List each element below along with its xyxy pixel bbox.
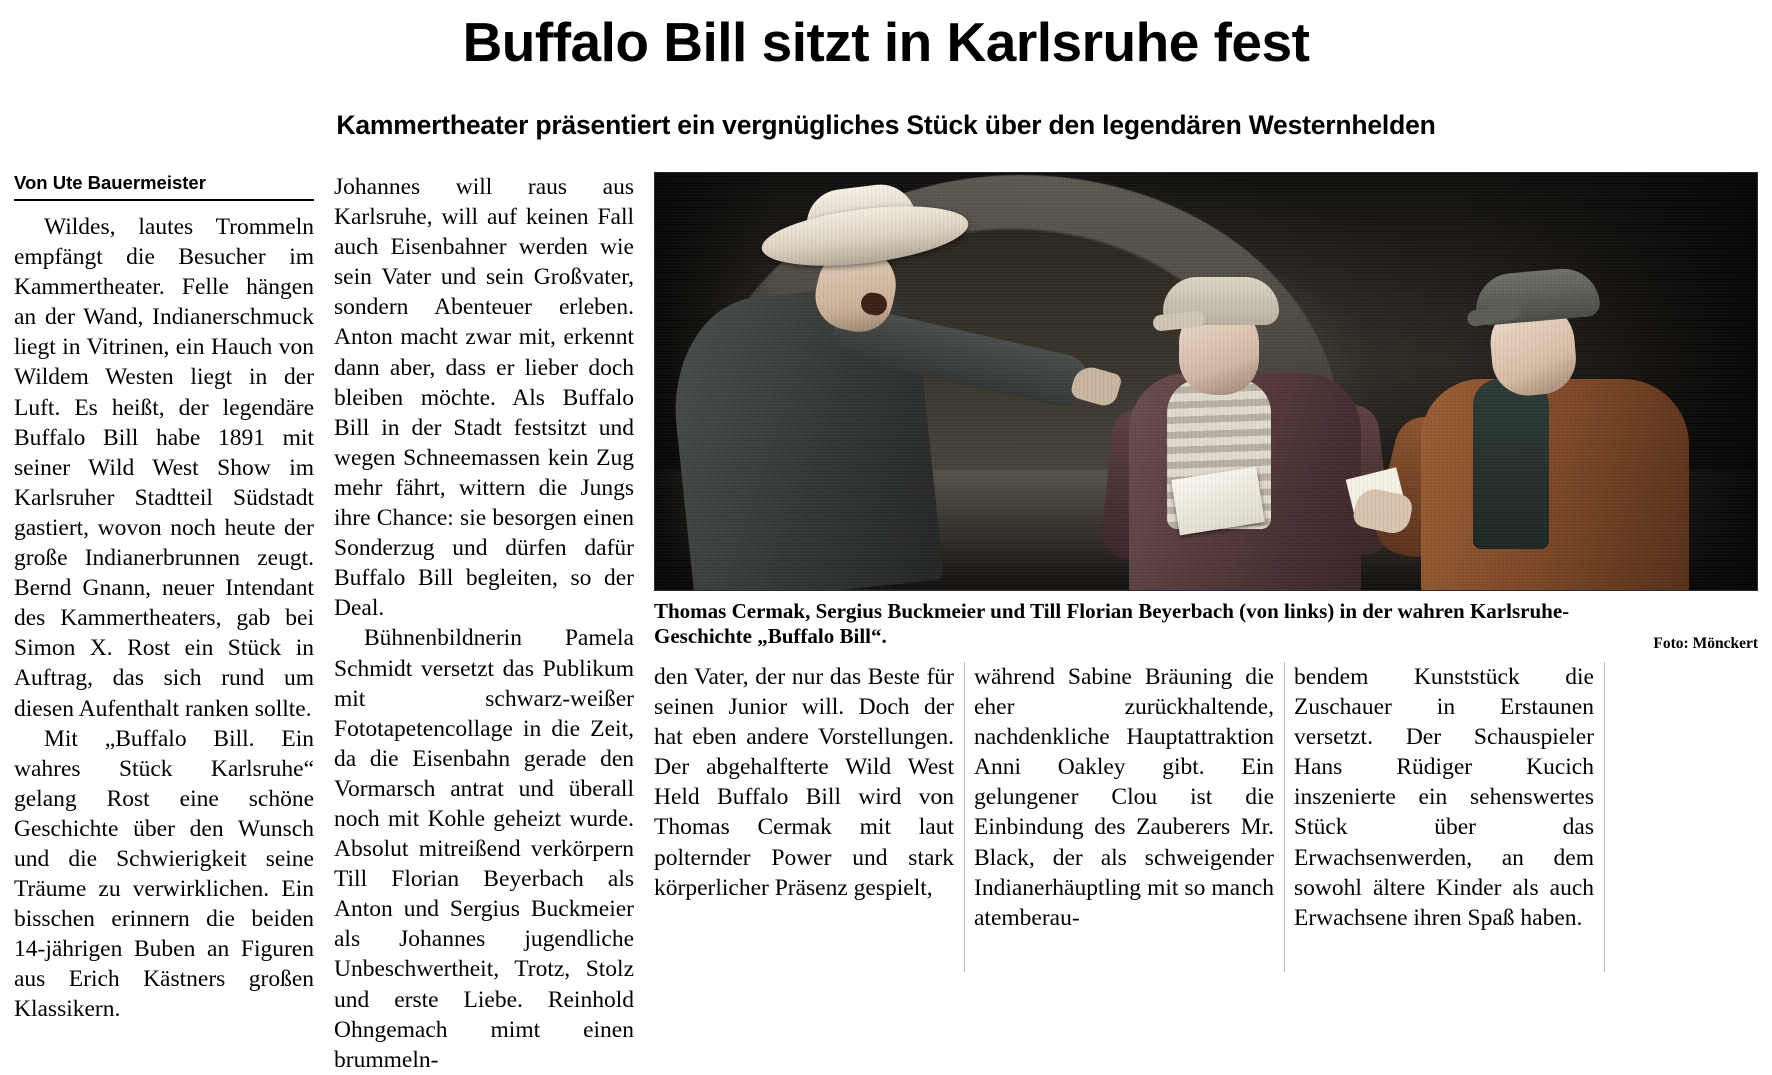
text-column-4 (974, 662, 1274, 933)
paragraph: während Sabine Bräuning die eher zurückhaltende, nachdenkliche Hauptattraktion Anni Oakley gibt. Ein gelungener Clou ist die Einbindung des Zauberers Mr. Black, der als schweigender Indianerhäuptling mit so manch atemberau- (974, 664, 1274, 931)
text-column-2 (334, 172, 634, 1075)
column-divider (964, 662, 965, 972)
paragraph: Wildes, lautes Trommeln empfängt die Besucher im Kammertheater. Felle hängen an der Wand, Indianerschmuck liegt in Vitrinen, ein Hauch von Wildem Westen liegt in der Luft. Es heißt, der legendäre Buffalo Bill habe 1891 mit seiner Wild West Show im Karlsruher Stadtteil Südstadt gastiert, wovon noch heute der große Indianerbrunnen zeugt. Bernd Gnann, neuer Intendant des Kammertheaters, gab bei Simon X. Rost ein Stück in Auftrag, das sich rund um diesen Aufenthalt ranken sollte. (14, 214, 314, 722)
byline: Von Ute Bauermeister (14, 172, 314, 201)
column-divider (1284, 662, 1285, 972)
photo-credit: Foto: Mönckert (1653, 635, 1758, 652)
actor-right-coat (1421, 379, 1689, 591)
page-title: Buffalo Bill sitzt in Karlsruhe fest (462, 11, 1310, 73)
photo-caption: Thomas Cermak, Sergius Buckmeier und Till Florian Beyerbach (von links) in der wahren Karlsruhe-Geschichte „Buffalo Bill“. (654, 599, 1570, 648)
paragraph: Johannes will raus aus Karlsruhe, will auf keinen Fall auch Eisenbahner werden wie sein Vater und sein Großvater, sondern Abenteuer erleben. Anton macht zwar mit, erkennt dann aber, dass er lieber doch bleiben möchte. Als Buffalo Bill in der Stadt festsitzt und wegen Schneemassen kein Zug mehr fährt, wittern die Jungs ihre Chance: sie besorgen einen Sonderzug und dürfen dafür Buffalo Bill begleiten, so der Deal. (334, 174, 634, 622)
article-body (14, 172, 1758, 1073)
photo-block (654, 172, 1758, 655)
stage-photo (654, 172, 1758, 591)
actor-right-scarf (1473, 379, 1549, 549)
paragraph: Mit „Buffalo Bill. Ein wahres Stück Karlsruhe“ gelang Rost eine schöne Geschichte über den Wunsch und die Schwierigkeit seine Träume zu verwirklichen. Ein bisschen erinnern die beiden 14-jährigen Buben an Figuren aus Erich Kästners großen Klassikern. (14, 725, 314, 1023)
page-subtitle: Kammertheater präsentiert ein vergnügliches Stück über den legendären Westernhelden (336, 109, 1436, 140)
caption-row (654, 599, 1758, 655)
text-column-1 (14, 172, 314, 1025)
text-column-3 (654, 662, 954, 903)
newspaper-page (0, 11, 1772, 1073)
paragraph: den Vater, der nur das Beste für seinen Junior will. Doch der hat eben andere Vorstellungen. Der abgehalfterte Wild West Held Buffalo Bill wird von Thomas Cermak mit laut polternder Power und stark körperlicher Präsenz gespielt, (654, 664, 954, 901)
text-column-5 (1294, 662, 1594, 933)
column-divider (1604, 662, 1605, 972)
paragraph: bendem Kunststück die Zuschauer in Erstaunen versetzt. Der Schauspieler Hans Rüdiger Kucich inszenierte ein sehenswertes Stück über das Erwachsenwerden, an dem sowohl ältere Kinder als auch Erwachsene ihren Spaß haben. (1294, 664, 1594, 931)
paragraph: Bühnenbildnerin Pamela Schmidt versetzt das Publikum mit schwarz-weißer Fototapetencollage in die Zeit, da die Eisenbahn gerade den Vormarsch antrat und überall noch mit Kohle geheizt wurde. Absolut mitreißend verkörpern Till Florian Beyerbach als Anton und Sergius Buckmeier als Johannes jugendliche Unbeschwertheit, Trotz, Stolz und erste Liebe. Reinhold Ohngemach mimt einen brummeln- (334, 625, 634, 1073)
